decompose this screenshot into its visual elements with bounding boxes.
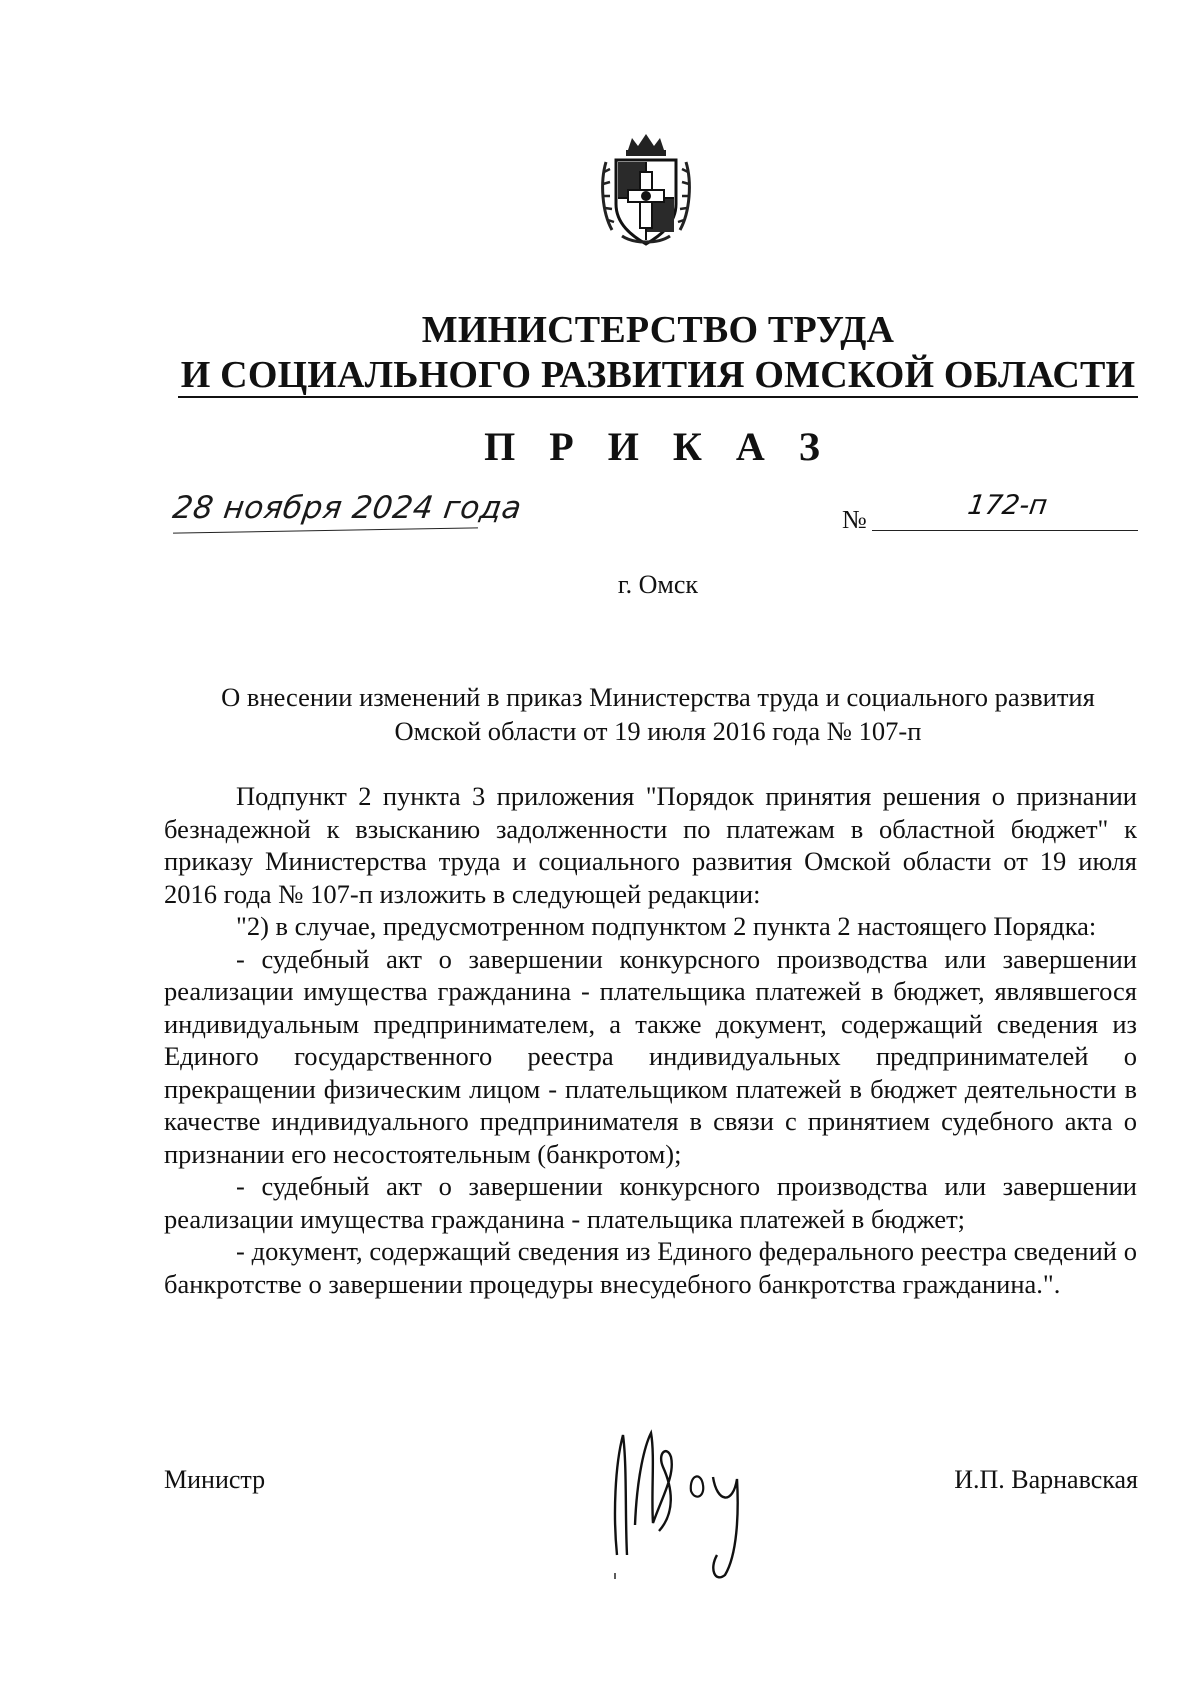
handwritten-signature <box>605 1405 785 1585</box>
ministry-name-line1: МИНИСТЕРСТВО ТРУДА <box>421 309 895 351</box>
signatory-title: Министр <box>164 1465 266 1494</box>
subject-line1: О внесении изменений в приказ Министерства труда и социального развития <box>221 682 1095 712</box>
date-underline <box>173 527 478 533</box>
city-name: г. Омск <box>617 570 699 599</box>
body-paragraph: - судебный акт о завершении конкурсного производства или завершении реализации имущества гражданина - плательщика платежей в бюджет; <box>164 1171 1137 1234</box>
document-type-title: П Р И К А З <box>484 424 832 469</box>
signatory-name: И.П. Варнавская <box>954 1465 1138 1494</box>
handwritten-number: 172-п <box>965 490 1050 521</box>
header-divider <box>178 396 1138 398</box>
body-paragraph: Подпункт 2 пункта 3 приложения "Порядок принятия решения о признании безнадежной к взысканию задолженности по платежам в областной бюджет" к приказу Министерства труда и социального развития Омской области от 19 июля 2016 года № 107-п изложить в следующей редакции: <box>164 781 1137 909</box>
coat-of-arms-icon <box>598 132 694 250</box>
body-paragraph: - документ, содержащий сведения из Единого федерального реестра сведений о банкротстве о завершении процедуры внесудебного банкротства гражданина.". <box>164 1236 1137 1299</box>
number-line <box>872 530 1138 531</box>
body-paragraph: - судебный акт о завершении конкурсного производства или завершении реализации имущества гражданина - плательщика платежей в бюджет, являвшегося индивидуальным предпринимателем, а также документ, содержащий сведения из Единого государственного реестра индивидуальных предпринимателей о прекращении физическим лицом - плательщиком платежей в бюджет деятельности в качестве индивидуального предпринимателя в связи с принятием судебного акта о признании его несостоятельным (банкротом); <box>164 943 1137 1169</box>
body-paragraph: "2) в случае, предусмотренном подпунктом 2 пункта 2 настоящего Порядка: <box>236 911 1097 941</box>
number-label: № <box>842 505 867 534</box>
subject-line2: Омской области от 19 июля 2016 года № 107-п <box>394 716 922 746</box>
document-subject <box>178 680 1138 748</box>
ministry-name-line2: И СОЦИАЛЬНОГО РАЗВИТИЯ ОМСКОЙ ОБЛАСТИ <box>180 354 1136 396</box>
handwritten-date: 28 ноября 2024 года <box>170 490 524 526</box>
document-body <box>164 780 1137 1300</box>
